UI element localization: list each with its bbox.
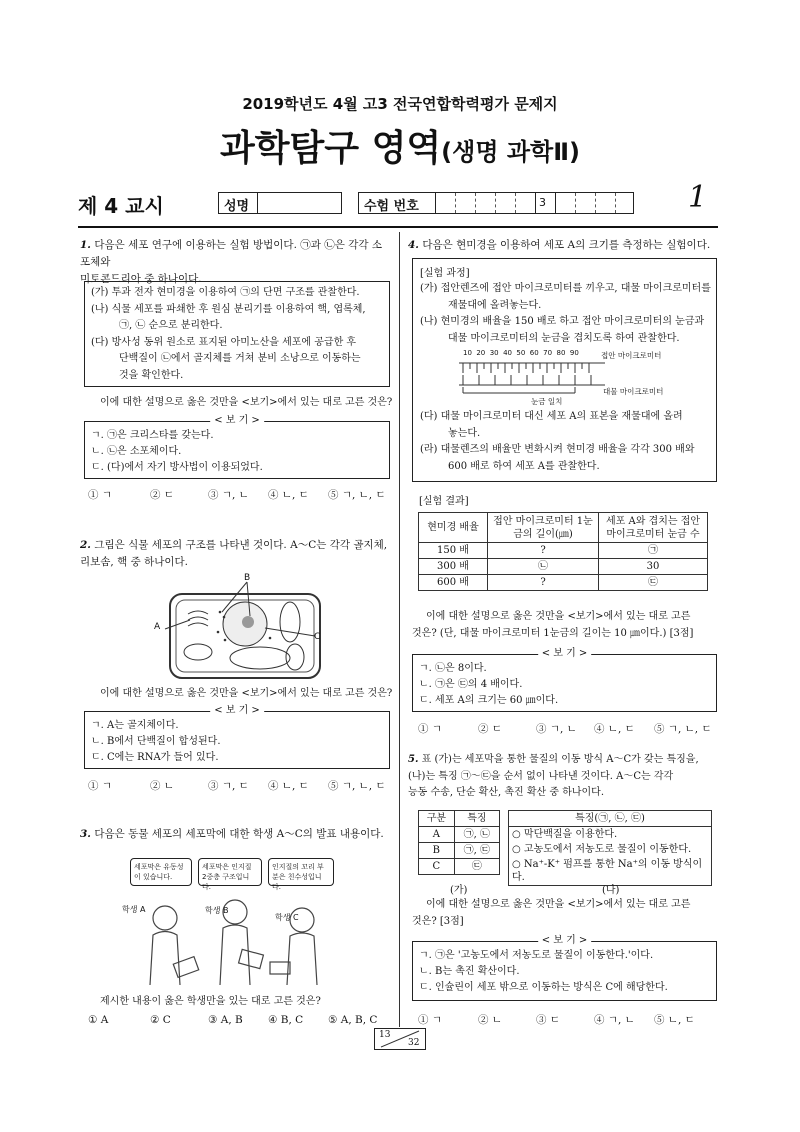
q4-procedure-box: [실험 과정] (가) 접안렌즈에 접안 마이크로미터를 끼우고, 대물 마이크로미터를 재물대에 올려놓는다. (나) 현미경의 배율을 150 배로 하고 접안 마이크로미터의 눈금과 대물 마이크로미터의 눈금을 겹치도록 하여 관찰한다. 10 20 30 40 50 60 70 80 90 접안 마이크로미터 대물 마이크로미터 눈금 일치 (다) 대물 마이크로미터 대신 세포 A의 표본을 재물대에 올려 놓는다. (라) 대물렌즈의 배율만 변화시켜 현미경 배율을 각각 300 배와 600 배로 하여 세포 A를 관찰한다. bbox=[412, 258, 717, 482]
q3-choice-4[interactable]: ④ B, C bbox=[268, 1014, 304, 1026]
q5-bogi-item: ㄴ. B는 촉진 확산이다. bbox=[419, 966, 520, 977]
q4-bogi-title: < 보 기 > bbox=[538, 647, 592, 661]
q4-cell: ? bbox=[488, 575, 599, 591]
q5-tb-item: ○ 막단백질을 이용한다. bbox=[509, 827, 712, 843]
q5-table-a bbox=[418, 810, 500, 875]
q2-choice-2[interactable]: ② ㄴ bbox=[150, 780, 174, 792]
q3-stem: 3. 다음은 동물 세포의 세포막에 대한 학생 A～C의 발표 내용이다. bbox=[80, 828, 384, 840]
q4-cell: ㉠ bbox=[599, 543, 708, 559]
q4-ocular-label: 접안 마이크로미터 bbox=[601, 351, 662, 360]
q4-bogi-item: ㄷ. 세포 A의 크기는 60 ㎛이다. bbox=[419, 695, 559, 706]
q2-label-c: C bbox=[314, 632, 321, 642]
q1-number: 1. bbox=[80, 239, 91, 251]
q5-ta-cell: ㉢ bbox=[454, 859, 499, 875]
q4-choice-5[interactable]: ⑤ ㄱ, ㄴ, ㄷ bbox=[654, 723, 712, 735]
students-illustration bbox=[120, 890, 340, 990]
q5-ta-cell: B bbox=[419, 843, 455, 859]
q1-bogi-item: ㄱ. ㉠은 크리스타를 갖는다. bbox=[91, 430, 214, 441]
q4-number: 4. bbox=[408, 239, 419, 251]
q4-result-table bbox=[418, 512, 708, 591]
q2-bogi-title: < 보 기 > bbox=[210, 704, 264, 718]
q5-choice-5[interactable]: ⑤ ㄴ, ㄷ bbox=[654, 1014, 695, 1026]
q5-choice-2[interactable]: ② ㄴ bbox=[478, 1014, 502, 1026]
q2-stem: 2. 그림은 식물 세포의 구조를 나타낸 것이다. A～C는 각각 골지체, 리보솜, 핵 중 하나이다. bbox=[80, 539, 388, 568]
q5-ta-cell: A bbox=[419, 827, 455, 843]
q2-label-a: A bbox=[154, 622, 161, 632]
q3-choice-2[interactable]: ② C bbox=[150, 1014, 171, 1026]
q4-match-label: 눈금 일치 bbox=[531, 397, 563, 406]
q5-caption-b: (나) bbox=[602, 885, 620, 896]
q5-bogi-box bbox=[412, 935, 717, 1001]
exam-number-field[interactable] bbox=[358, 192, 634, 214]
q5-choice-3[interactable]: ③ ㄷ bbox=[536, 1014, 560, 1026]
q4-cell: ㉡ bbox=[488, 559, 599, 575]
q5-ta-head: 특징 bbox=[454, 811, 499, 827]
q5-choice-1[interactable]: ① ㄱ bbox=[418, 1014, 442, 1026]
q3-choice-1[interactable]: ① A bbox=[88, 1014, 109, 1026]
header-rule bbox=[78, 226, 718, 228]
q1-bogi-title: < 보 기 > bbox=[210, 414, 264, 428]
q3-choice-5[interactable]: ⑤ A, B, C bbox=[328, 1014, 378, 1026]
name-field[interactable] bbox=[218, 192, 342, 214]
q5-tb-head: 특징(㉠, ㉡, ㉢) bbox=[509, 811, 712, 827]
q5-bogi-title: < 보 기 > bbox=[538, 934, 592, 948]
q5-ta-head: 구분 bbox=[419, 811, 455, 827]
column-divider bbox=[399, 232, 400, 1027]
q1-method-box: (가) 투과 전자 현미경을 이용하여 ㉠의 단면 구조를 관찰한다. (나) 식물 세포를 파쇄한 후 원심 분리기를 이용하여 핵, 엽록체, ㉠, ㉡ 순으로 분리한다. (다) 방사성 동위 원소로 표지된 아미노산을 세포에 공급한 후 단백질이 ㉡에서 골지체를 거쳐 분비 소낭으로 이동하는 것을 확인한다. bbox=[84, 281, 390, 387]
q5-ta-cell: ㉠, ㉡ bbox=[454, 827, 499, 843]
q2-question: 이에 대한 설명으로 옳은 것만을 <보기>에서 있는 대로 고른 것은? bbox=[100, 688, 393, 699]
q1-choice-3[interactable]: ③ ㄱ, ㄴ bbox=[208, 489, 249, 501]
q4-stem: 4. 다음은 현미경을 이용하여 세포 A의 크기를 측정하는 실험이다. bbox=[408, 239, 711, 251]
q4-cell: 300 배 bbox=[419, 559, 488, 575]
q2-label-b: B bbox=[244, 573, 251, 583]
q2-bogi-box bbox=[84, 705, 390, 769]
q5-stem: 5. 표 (가)는 세포막을 통한 물질의 이동 방식 A～C가 갖는 특징을, (나)는 특징 ㉠～㉢을 순서 없이 나타낸 것이다. A～C는 각각 능동 수송, 단순 확산, 촉진 확산 중 하나이다. bbox=[408, 754, 699, 798]
q5-table-b bbox=[508, 810, 712, 886]
q5-number: 5. bbox=[408, 754, 419, 765]
q2-choice-3[interactable]: ③ ㄱ, ㄷ bbox=[208, 780, 249, 792]
q1-choice-1[interactable]: ① ㄱ bbox=[88, 489, 112, 501]
q1-question: 이에 대한 설명으로 옳은 것만을 <보기>에서 있는 대로 고른 것은? bbox=[100, 397, 393, 408]
q5-bogi-item: ㄷ. 인슐린이 세포 밖으로 이동하는 방식은 C에 해당한다. bbox=[419, 982, 668, 993]
q4-choice-2[interactable]: ② ㄷ bbox=[478, 723, 502, 735]
subject-sub: (생명 과학Ⅱ) bbox=[441, 138, 581, 166]
q2-bogi-item: ㄱ. A는 골지체이다. bbox=[91, 720, 179, 731]
q4-bogi-box bbox=[412, 648, 717, 712]
q2-number: 2. bbox=[80, 539, 91, 551]
q5-tb-item: ○ 고농도에서 저농도로 물질이 이동한다. bbox=[509, 842, 712, 857]
q5-bogi-item: ㄱ. ㉠은 '고농도에서 저농도로 물질이 이동한다.'이다. bbox=[419, 950, 654, 961]
plant-cell-diagram bbox=[150, 572, 330, 682]
q4-ruler-numbers: 10 20 30 40 50 60 70 80 90 bbox=[463, 349, 579, 357]
exam-number-digit: 3 bbox=[539, 196, 546, 209]
q5-ta-cell: ㉠, ㉢ bbox=[454, 843, 499, 859]
q5-tb-item: ○ Na⁺-K⁺ 펌프를 통한 Na⁺의 이동 방식이다. bbox=[509, 857, 712, 886]
q4-table-head: 현미경 배율 bbox=[419, 513, 488, 543]
page-total: 32 bbox=[408, 1038, 420, 1048]
q3-student-b: 학생 B bbox=[205, 906, 229, 915]
q4-stage-label: 대물 마이크로미터 bbox=[603, 387, 664, 396]
subject-main: 과학탐구 영역 bbox=[219, 128, 442, 169]
q1-choice-4[interactable]: ④ ㄴ, ㄷ bbox=[268, 489, 309, 501]
exam-title: 2019학년도 4월 고3 전국연합학력평가 문제지 bbox=[242, 95, 558, 113]
q4-choice-3[interactable]: ③ ㄱ, ㄴ bbox=[536, 723, 577, 735]
q3-bubble-b: 세포막은 인지질 2중층 구조입니다. bbox=[198, 858, 262, 886]
q1-stem: 1. 다음은 세포 연구에 이용하는 실험 방법이다. ㉠과 ㉡은 각각 소포체와 미토콘드리아 중 하나이다. bbox=[80, 239, 382, 285]
q1-choice-2[interactable]: ② ㄷ bbox=[150, 489, 174, 501]
q1-bogi-item: ㄷ. (다)에서 자기 방사법이 이용되었다. bbox=[91, 462, 263, 473]
q4-cell: ? bbox=[488, 543, 599, 559]
q3-choice-3[interactable]: ③ A, B bbox=[208, 1014, 243, 1026]
q4-cell: 600 배 bbox=[419, 575, 488, 591]
q4-bogi-item: ㄱ. ㉡은 8이다. bbox=[419, 663, 487, 674]
q1-bogi-box bbox=[84, 415, 390, 479]
q3-student-a: 학생 A bbox=[122, 905, 146, 914]
q5-choice-4[interactable]: ④ ㄱ, ㄴ bbox=[594, 1014, 635, 1026]
q4-table-head: 접안 마이크로미터 1눈금의 길이(㎛) bbox=[488, 513, 599, 543]
q4-cell: 30 bbox=[599, 559, 708, 575]
q4-result-title: [실험 결과] bbox=[419, 496, 469, 507]
q5-caption-a: (가) bbox=[450, 885, 468, 896]
q4-choice-1[interactable]: ① ㄱ bbox=[418, 723, 442, 735]
q2-choice-5[interactable]: ⑤ ㄱ, ㄴ, ㄷ bbox=[328, 780, 386, 792]
q3-student-c: 학생 C bbox=[275, 913, 299, 922]
page-counter bbox=[374, 1028, 426, 1050]
q5-question: 이에 대한 설명으로 옳은 것만을 <보기>에서 있는 대로 고른 것은? [3점] bbox=[412, 899, 691, 927]
q3-bubble-c: 인지질의 꼬리 부분은 친수성입니다. bbox=[268, 858, 334, 886]
q2-choice-1[interactable]: ① ㄱ bbox=[88, 780, 112, 792]
q2-choice-4[interactable]: ④ ㄴ, ㄷ bbox=[268, 780, 309, 792]
exam-number-label: 수험 번호 bbox=[364, 199, 419, 214]
page-current: 13 bbox=[379, 1030, 391, 1040]
page-number: 1 bbox=[688, 180, 708, 215]
q3-question: 제시한 내용이 옳은 학생만을 있는 대로 고른 것은? bbox=[100, 996, 321, 1007]
q5-ta-cell: C bbox=[419, 859, 455, 875]
q1-choice-5[interactable]: ⑤ ㄱ, ㄴ, ㄷ bbox=[328, 489, 386, 501]
q2-bogi-item: ㄷ. C에는 RNA가 들어 있다. bbox=[91, 752, 219, 763]
micrometer-diagram bbox=[457, 359, 607, 395]
name-label: 성명 bbox=[224, 199, 250, 214]
q4-table-head: 세포 A와 겹치는 접안 마이크로미터 눈금 수 bbox=[599, 513, 708, 543]
q1-bogi-item: ㄴ. ㉡은 소포체이다. bbox=[91, 446, 182, 457]
q4-bogi-item: ㄴ. ㉠은 ㉢의 4 배이다. bbox=[419, 679, 523, 690]
subject-title bbox=[0, 120, 800, 171]
q4-cell: ㉢ bbox=[599, 575, 708, 591]
q3-bubble-a: 세포막은 유동성이 있습니다. bbox=[130, 858, 192, 886]
q3-number: 3. bbox=[80, 828, 91, 840]
q4-cell: 150 배 bbox=[419, 543, 488, 559]
q4-procedure-title: [실험 과정] bbox=[420, 268, 470, 279]
q2-bogi-item: ㄴ. B에서 단백질이 합성된다. bbox=[91, 736, 221, 747]
q4-choice-4[interactable]: ④ ㄴ, ㄷ bbox=[594, 723, 635, 735]
period-label: 제 4 교시 bbox=[78, 194, 164, 218]
q4-question: 이에 대한 설명으로 옳은 것만을 <보기>에서 있는 대로 고른 것은? (단, 대물 마이크로미터 1눈금의 길이는 10 ㎛이다.) [3점] bbox=[412, 611, 694, 639]
